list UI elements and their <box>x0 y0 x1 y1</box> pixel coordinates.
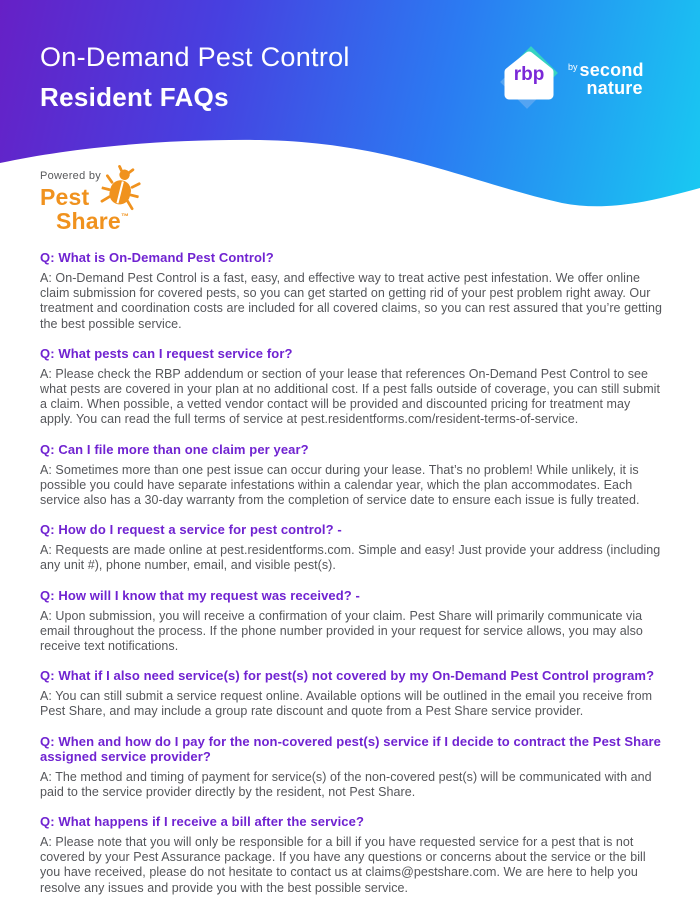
by-label: by <box>568 61 578 72</box>
faq-question: Q: Can I file more than one claim per year? <box>40 441 309 457</box>
faq-item <box>40 442 662 509</box>
faq-item <box>40 346 662 428</box>
second-nature-wordmark <box>568 59 644 96</box>
faq-answer: A: You can still submit a service request online. Available options will be outlined in the email you receive from Pest Share, and may include a group rate discount and quote from a Pest Share service provider. <box>40 689 653 719</box>
page-title <box>40 42 350 113</box>
page-title-line1: On-Demand Pest Control <box>40 42 350 72</box>
pest-share-logo <box>40 170 129 230</box>
faq-question: Q: How do I request a service for pest control? - <box>40 522 342 538</box>
faq-answer: A: The method and timing of payment for service(s) of the non-covered pest(s) will be communicated with and paid to the service provider directly by the resident, not Pest Share. <box>40 769 652 799</box>
faq-answer: A: Please check the RBP addendum or section of your lease that references On-Demand Pest Control to see what pests are covered in your plan at no additional cost. If a pest falls outside of coverage, you can still submit a claim. When possible, a vetted vendor contact will be provided and discounted pricing for treatment may apply. You can read the full terms of service at pest.residentforms.com/resident-terms-of-service. <box>40 366 661 427</box>
brand-word-second: second <box>579 59 644 80</box>
faq-answer: A: Please note that you will only be responsible for a bill if you have requested service for a pest that is not covered by your Pest Assurance package. If you have any questions or concerns about the service or the bill you have received, please do not hesitate to contact us at claims@pestshare.com. We are here to help you resolve any issues and provide you with the best possible service. <box>40 835 646 895</box>
pest-share-word-share: Share <box>56 208 121 230</box>
rbp-house-logo <box>500 48 558 106</box>
faq-question: Q: What pests can I request service for? <box>40 345 293 361</box>
faq-question: Q: What is On-Demand Pest Control? <box>40 250 274 265</box>
rbp-second-nature-logo <box>500 48 644 106</box>
faq-answer: A: On-Demand Pest Control is a fast, easy, and effective way to treat active pest infestation. We offer online claim submission for covered pests, so you can get started on getting rid of your pest problem right away. Our treatment and coordination costs are included for all covered claims, so you can rest assured that you’re getting the best possible service. <box>40 271 662 331</box>
trademark-symbol: ™ <box>120 212 129 221</box>
faq-item <box>40 588 662 655</box>
faq-item <box>40 734 662 800</box>
faq-question: Q: What if I also need service(s) for pest(s) not covered by my On-Demand Pest Control program? <box>40 668 655 684</box>
faq-answer: A: Requests are made online at pest.residentforms.com. Simple and easy! Just provide your address (including any unit #), phone number, email, and visible pest(s). <box>40 543 661 573</box>
faq-answer: A: Upon submission, you will receive a confirmation of your claim. Pest Share will primarily communicate via email throughout the process. If the phone number provided in your request for service allows, you may also receive text notifications. <box>40 608 643 654</box>
brand-word-nature: nature <box>586 77 643 98</box>
faq-list <box>0 230 700 896</box>
rbp-badge-text: rbp <box>513 64 545 85</box>
faq-item <box>40 814 662 896</box>
faq-question: Q: How will I know that my request was received? - <box>40 587 360 603</box>
header-banner <box>0 0 700 230</box>
powered-by-label: Powered by <box>40 170 102 182</box>
page-title-line2: Resident FAQs <box>40 82 229 112</box>
faq-question: Q: When and how do I pay for the non-covered pest(s) service if I decide to contract the Pest Share assigned service provider? <box>40 733 662 764</box>
pest-share-word-pest: Pest <box>40 184 90 210</box>
faq-question: Q: What happens if I receive a bill after the service? <box>40 814 365 830</box>
faq-item <box>40 250 662 332</box>
faq-answer: A: Sometimes more than one pest issue can occur during your lease. That’s no problem! While unlikely, it is possible you could have separate infestations within a calendar year, which the plan accommodates. Each service also has a 30-day warranty from the completion of service date to ensure each issue is fully treated. <box>40 462 640 508</box>
faq-item <box>40 522 662 573</box>
faq-item <box>40 668 662 719</box>
